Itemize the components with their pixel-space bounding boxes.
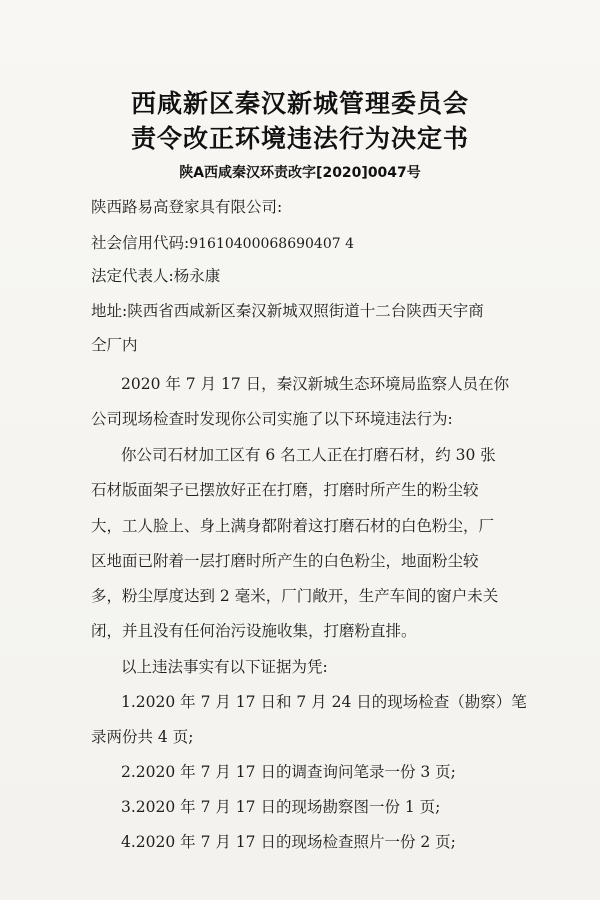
address-line-1: 地址:陕西省西咸新区秦汉新城双照街道十二台陕西天宇商 [91,302,484,320]
paragraph-2-line-5: 多，粉尘厚度达到 2 毫米，厂门敞开，生产车间的窗户未关 [91,587,499,605]
paragraph-1-line-2: 公司现场检查时发现你公司实施了以下环境违法行为: [91,410,453,428]
evidence-item-2: 2.2020 年 7 月 17 日的调查询问笔录一份 3 页; [121,763,456,781]
paragraph-2-line-6: 闭，并且没有任何治污设施收集，打磨粉直排。 [91,622,417,640]
evidence-item-4: 4.2020 年 7 月 17 日的现场检查照片一份 2 页; [121,833,456,851]
paragraph-2-line-4: 区地面已附着一层打磨时所产生的白色粉尘，地面粉尘较 [91,552,479,570]
document-title-line-1: 西咸新区秦汉新城管理委员会 [130,89,469,118]
paragraph-2-line-2: 石材版面架子已摆放好正在打磨，打磨时所产生的粉尘较 [91,481,479,499]
credit-code-label: 社会信用代码: [91,234,190,252]
paragraph-2-line-3: 大，工人脸上、身上满身都附着这打磨石材的白色粉尘，厂 [91,517,495,535]
paragraph-1-line-1: 2020 年 7 月 17 日，秦汉新城生态环境局监察人员在你 [121,375,510,393]
document-number: 陕A西咸秦汉环责改字[2020]0047号 [179,165,421,181]
evidence-item-1-line-2: 录两份共 4 页; [91,728,194,746]
evidence-item-3: 3.2020 年 7 月 17 日的现场勘察图一份 1 页; [121,798,441,816]
credit-code-value: 91610400068690407 4 [189,236,355,252]
evidence-item-1-line-1: 1.2020 年 7 月 17 日和 7 月 24 日的现场检查（勘察）笔 [121,693,527,711]
paragraph-2-line-1: 你公司石材加工区有 6 名工人正在打磨石材，约 30 张 [121,446,496,464]
document-title-line-2: 责令改正环境违法行为决定书 [130,124,469,153]
credit-code [91,231,354,253]
recipient-company: 陕西路易高登家具有限公司: [91,198,283,216]
address-line-2: 仝厂内 [91,336,138,354]
legal-representative: 法定代表人:杨永康 [91,267,221,285]
evidence-intro: 以上违法事实有以下证据为凭: [121,658,328,676]
